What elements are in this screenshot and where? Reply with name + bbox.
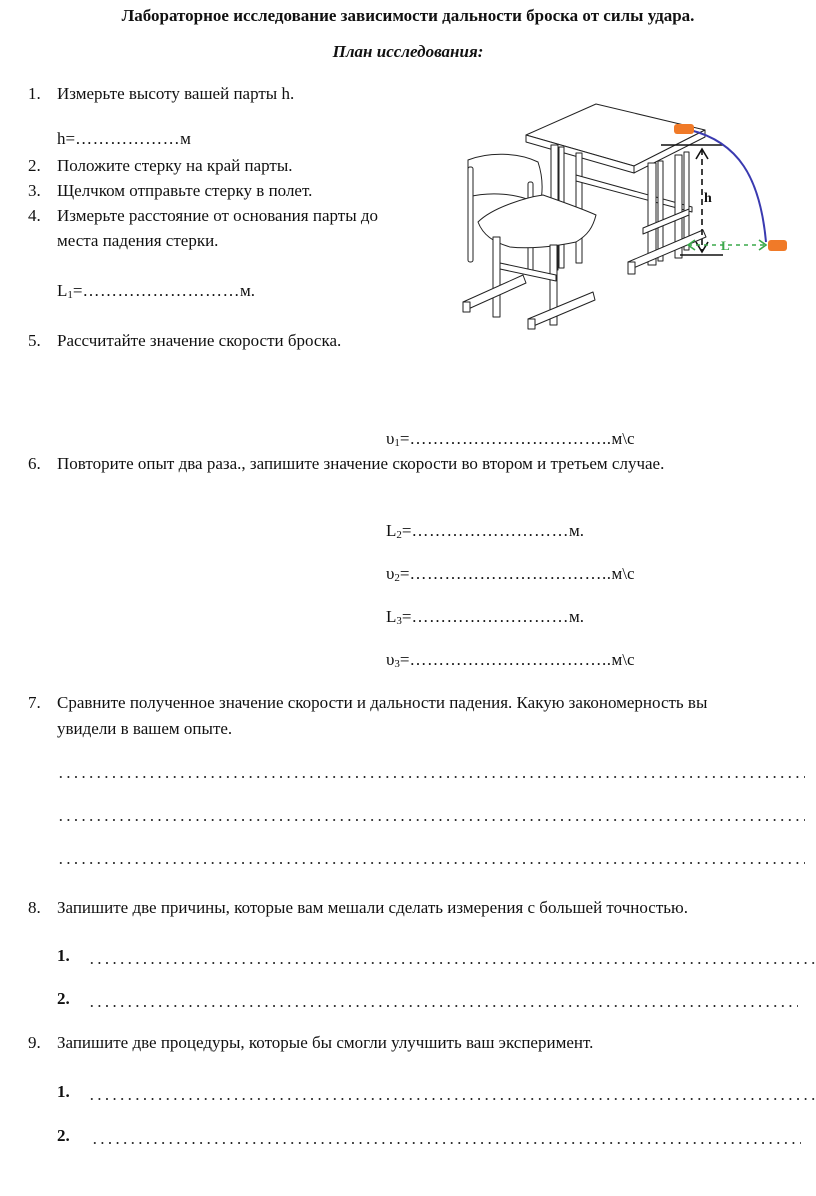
answer-line[interactable] — [88, 962, 816, 964]
field-blank[interactable]: …………………………….. — [409, 429, 612, 448]
field-eq: = — [72, 281, 83, 300]
answer-line[interactable] — [57, 862, 805, 864]
field-blank[interactable]: ……………………… — [411, 521, 569, 540]
step-text: Запишите две процедуры, которые бы смогли улучшить ваш эксперимент. — [57, 1033, 594, 1052]
distance-label: L — [721, 238, 730, 253]
field-symbol: υ — [386, 429, 395, 448]
field-blank[interactable]: …………………………….. — [409, 650, 612, 669]
field-eq: = — [399, 564, 410, 583]
experiment-figure — [448, 97, 816, 337]
answer-line[interactable] — [57, 819, 805, 821]
step-text: Рассчитайте значение скорости броска. — [57, 331, 342, 350]
field-unit: м. — [568, 607, 584, 626]
field-subscript: 3 — [396, 615, 402, 627]
field-subscript: 3 — [394, 658, 400, 670]
step-number: 7. — [28, 693, 41, 712]
step-number: 3. — [28, 181, 41, 200]
field-eq: = — [401, 607, 412, 626]
field-subscript: 1 — [394, 437, 400, 449]
eraser-start — [674, 124, 694, 134]
trajectory-curve — [690, 130, 766, 242]
answer-line[interactable] — [88, 1098, 816, 1100]
step-text: Запишите две причины, которые вам мешали сделать измерения с большей точностью. — [57, 898, 688, 917]
answer-line[interactable] — [57, 776, 805, 778]
document-title: Лабораторное исследование зависимости дальности броска от силы удара. — [121, 6, 695, 25]
distance-3-field[interactable] — [386, 607, 584, 627]
field-unit: м. — [568, 521, 584, 540]
step-text-line2: увидели в вашем опыте. — [57, 719, 233, 738]
field-unit: м. — [239, 281, 255, 300]
field-eq: = — [399, 650, 410, 669]
step-text: Положите стерку на край парты. — [57, 156, 293, 175]
step-number: 6. — [28, 454, 41, 473]
velocity-2-field[interactable] — [386, 564, 635, 584]
sub-item-number: 2. — [57, 1126, 70, 1145]
step-number: 8. — [28, 898, 41, 917]
distance-1-field[interactable] — [57, 281, 255, 301]
field-symbol: L — [386, 607, 397, 626]
field-subscript: 2 — [394, 572, 400, 584]
sub-item-number: 1. — [57, 946, 70, 965]
step-number: 5. — [28, 331, 41, 350]
field-subscript: 1 — [67, 289, 73, 301]
answer-line[interactable] — [88, 1005, 798, 1007]
velocity-3-field[interactable] — [386, 650, 635, 670]
field-symbol: L — [386, 521, 397, 540]
step-text-line2: места падения стерки. — [57, 231, 219, 250]
field-symbol: υ — [386, 564, 395, 583]
field-symbol: υ — [386, 650, 395, 669]
step-number: 9. — [28, 1033, 41, 1052]
field-blank[interactable]: …………………………….. — [409, 564, 612, 583]
field-blank[interactable]: ……………… — [75, 129, 181, 148]
field-eq: = — [65, 129, 76, 148]
answer-line[interactable] — [91, 1142, 801, 1144]
desk-chair-diagram — [448, 97, 816, 337]
field-blank[interactable]: ……………………… — [82, 281, 240, 300]
field-eq: = — [399, 429, 410, 448]
step-number: 1. — [28, 84, 41, 103]
height-field[interactable] — [57, 129, 191, 149]
velocity-1-field[interactable] — [386, 429, 635, 449]
field-symbol: h — [57, 129, 66, 148]
step-text-line1: Измерьте расстояние от основания парты до — [57, 206, 379, 225]
sub-item-number: 1. — [57, 1082, 70, 1101]
field-unit: м\с — [611, 650, 635, 669]
step-text-line1: Сравните полученное значение скорости и дальности падения. Какую закономерность вы — [57, 693, 708, 712]
field-unit: м — [180, 129, 191, 148]
field-symbol: L — [57, 281, 68, 300]
step-text: Повторите опыт два раза., запишите значение скорости во втором и третьем случае. — [57, 454, 665, 473]
step-number: 2. — [28, 156, 41, 175]
sub-item-number: 2. — [57, 989, 70, 1008]
field-subscript: 2 — [396, 529, 402, 541]
desk-illustration — [463, 104, 706, 329]
field-blank[interactable]: ……………………… — [411, 607, 569, 626]
document-subtitle: План исследования: — [332, 42, 484, 61]
step-text: Измерьте высоту вашей парты h. — [57, 84, 295, 103]
field-unit: м\с — [611, 564, 635, 583]
field-unit: м\с — [611, 429, 635, 448]
distance-2-field[interactable] — [386, 521, 584, 541]
step-text: Щелчком отправьте стерку в полет. — [57, 181, 313, 200]
step-number: 4. — [28, 206, 41, 225]
field-eq: = — [401, 521, 412, 540]
height-label: h — [704, 191, 712, 206]
eraser-end — [768, 240, 787, 251]
